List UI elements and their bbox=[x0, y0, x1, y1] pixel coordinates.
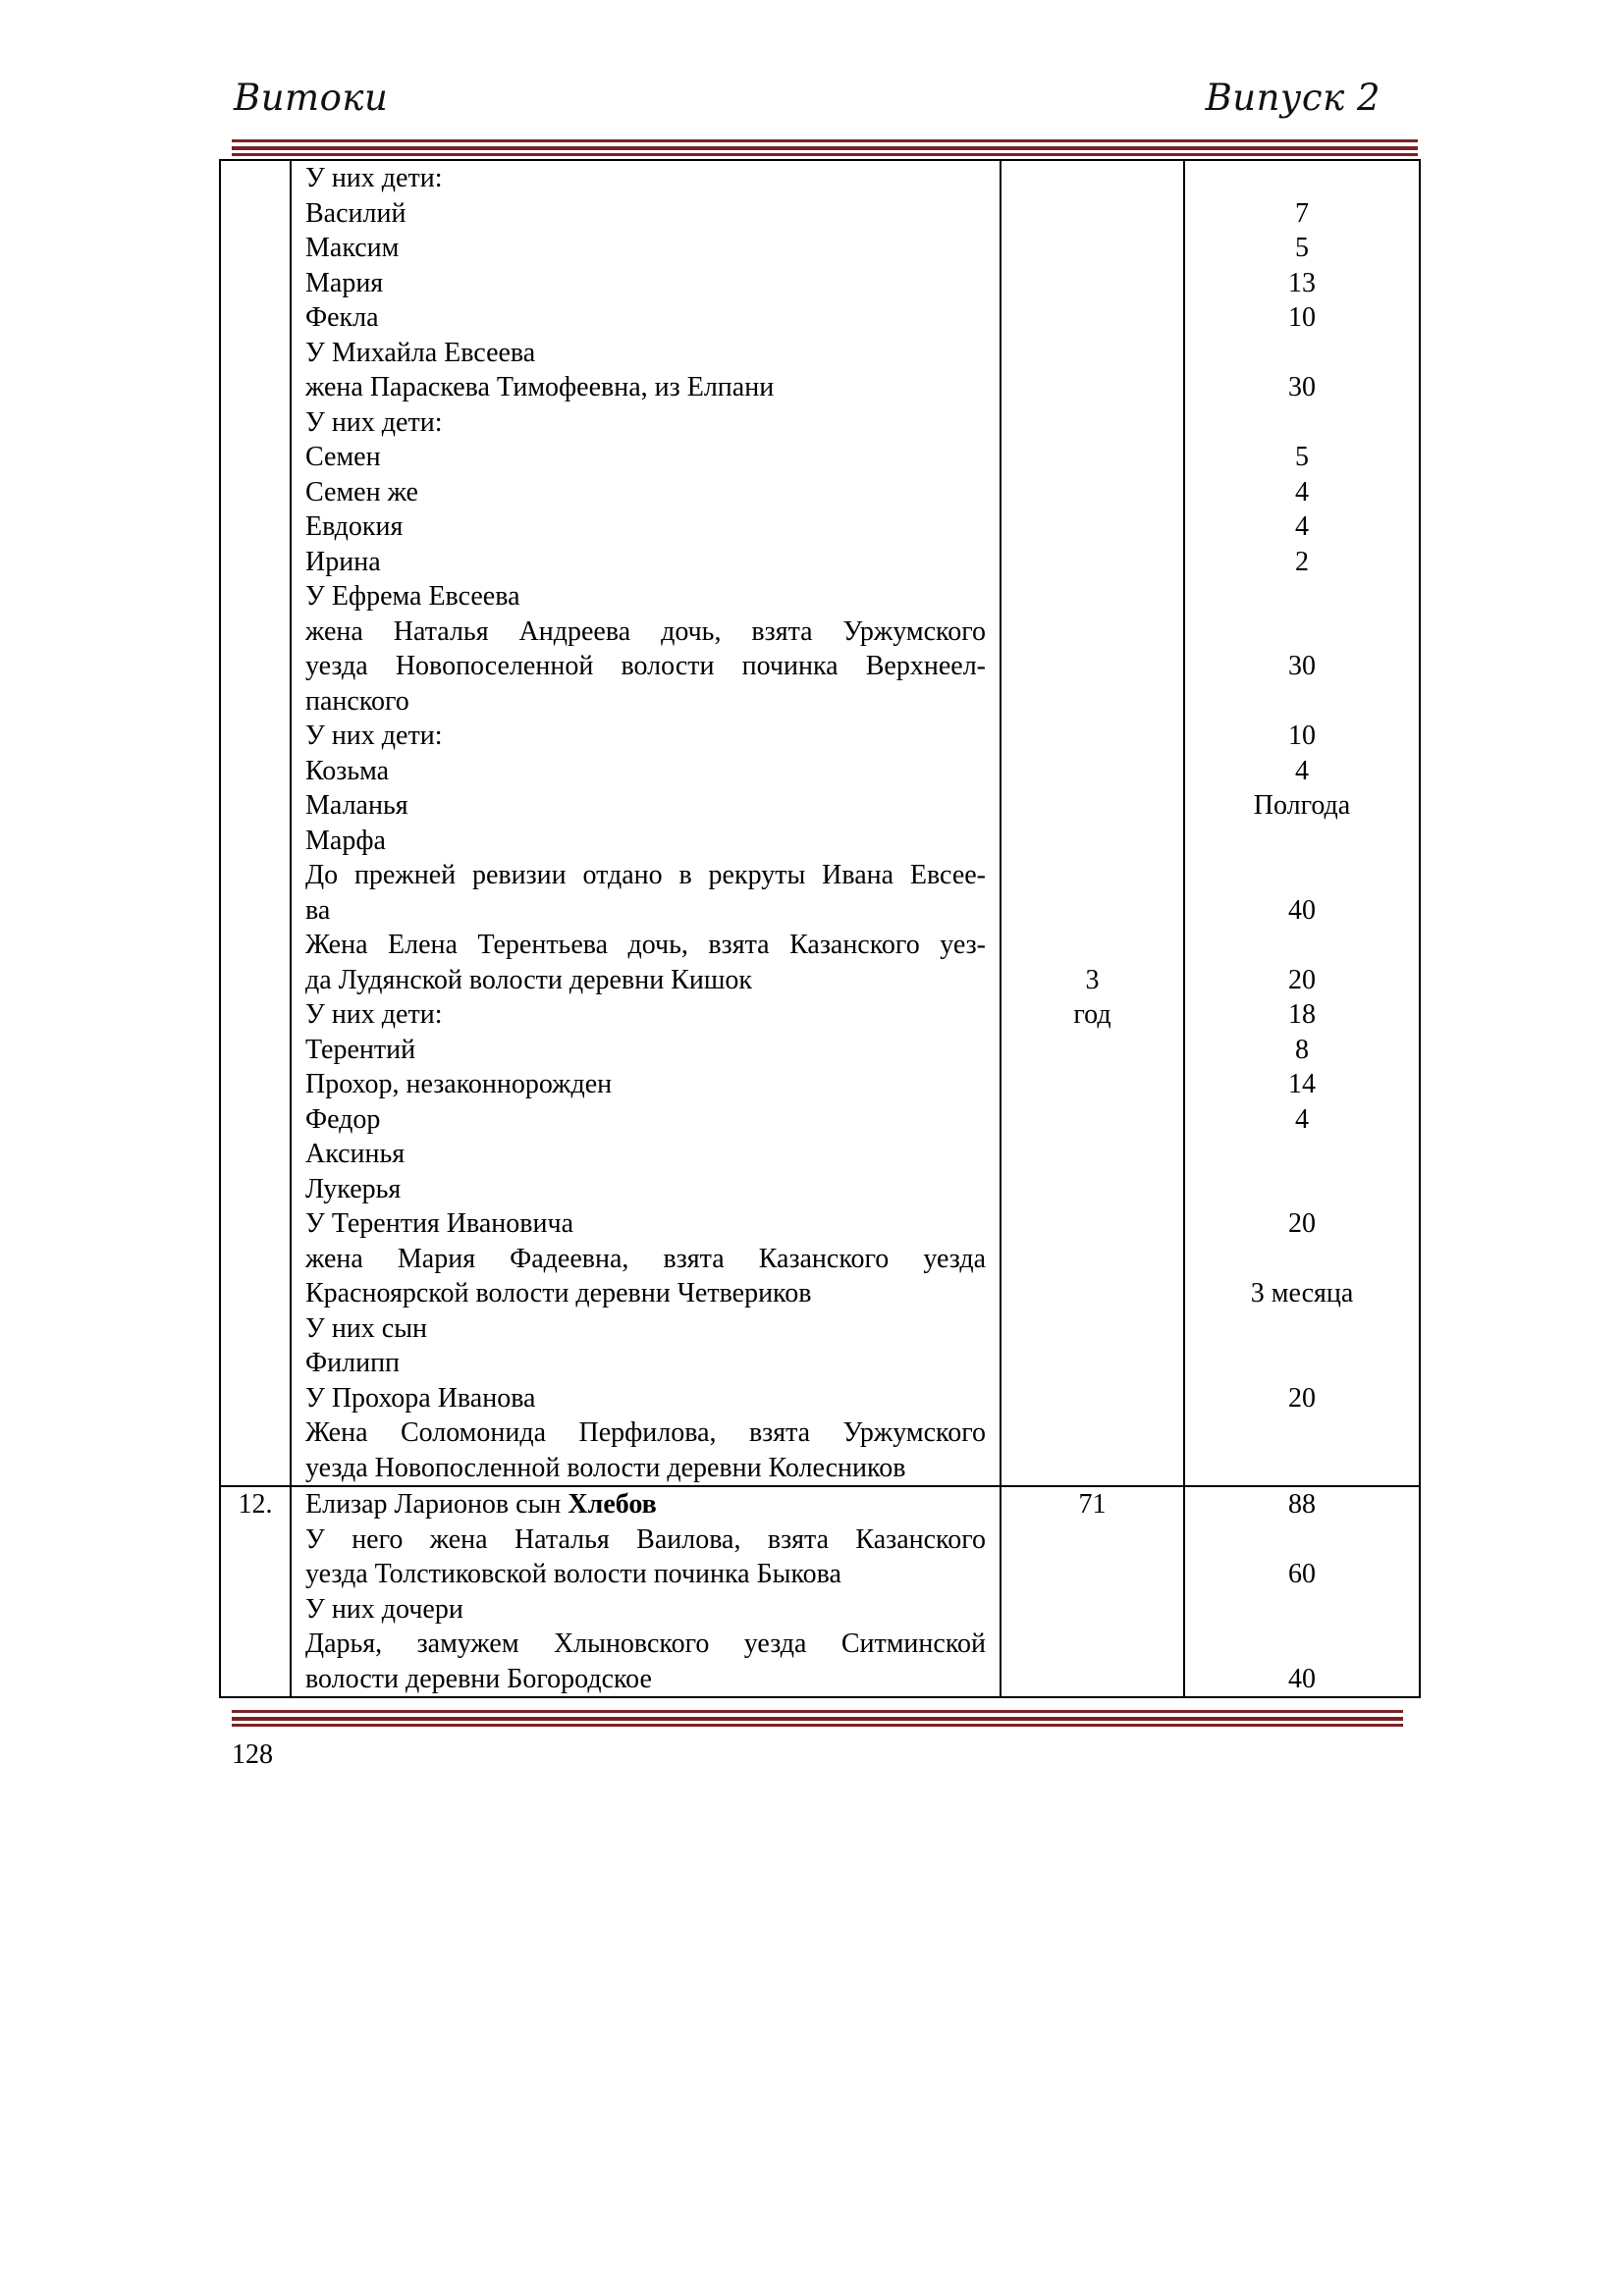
age-value bbox=[1185, 1592, 1419, 1628]
text-line: Семен bbox=[305, 442, 381, 472]
age-value bbox=[1185, 824, 1419, 859]
table-row-continued bbox=[220, 160, 1420, 1486]
running-head-left: Витоки bbox=[234, 77, 389, 119]
year-value bbox=[1001, 1381, 1183, 1416]
text-line: У Ефрема Евсеева bbox=[305, 581, 520, 612]
year-value bbox=[1001, 1662, 1183, 1697]
age-value bbox=[1185, 1522, 1419, 1558]
age-value: 5 bbox=[1295, 233, 1309, 263]
age-value: 30 bbox=[1288, 372, 1316, 402]
year-value bbox=[1001, 858, 1183, 893]
year-value bbox=[1001, 614, 1183, 650]
age-value bbox=[1185, 336, 1419, 371]
age-value bbox=[1185, 1311, 1419, 1347]
year-value bbox=[1001, 545, 1183, 580]
text-line: У них сын bbox=[305, 1312, 428, 1344]
age-value bbox=[1185, 858, 1419, 893]
text-line: жена Наталья Андреева дочь, взята Уржумского bbox=[305, 615, 986, 647]
text-line: Филипп bbox=[305, 1348, 401, 1378]
year-value bbox=[1001, 1206, 1183, 1242]
age-value: 20 bbox=[1288, 1208, 1316, 1239]
row-number-cell bbox=[220, 1486, 291, 1697]
text-line: У Терентия Ивановича bbox=[305, 1208, 573, 1239]
text-line: волости деревни Богородское bbox=[305, 1663, 652, 1694]
text-line: У них дети: bbox=[305, 163, 443, 193]
age-value bbox=[1185, 1451, 1419, 1486]
row-number: 12. bbox=[238, 1489, 273, 1520]
year-value: 3 bbox=[1085, 964, 1100, 995]
year-value bbox=[1001, 824, 1183, 859]
age-value bbox=[1185, 1172, 1419, 1207]
text-line: Терентий bbox=[305, 1034, 416, 1065]
text-line: панского bbox=[305, 685, 409, 717]
text-line: У них дети: bbox=[305, 406, 443, 438]
text-line: Марфа bbox=[305, 825, 386, 856]
text-line: Елизар Ларионов сын Хлебов bbox=[305, 1489, 657, 1520]
year-value bbox=[1001, 1102, 1183, 1138]
text-line: У них дочери bbox=[305, 1593, 463, 1625]
age-value bbox=[1185, 1346, 1419, 1381]
year-value bbox=[1001, 928, 1183, 963]
text-line: Евдокия bbox=[305, 511, 404, 542]
year-value bbox=[1001, 1557, 1183, 1592]
year-value bbox=[1001, 266, 1183, 301]
year-value bbox=[1001, 1172, 1183, 1207]
year-value bbox=[1001, 684, 1183, 720]
running-head-right: Випуск 2 bbox=[1205, 77, 1380, 119]
age-value: 10 bbox=[1288, 302, 1316, 333]
year-cell bbox=[1001, 160, 1184, 1486]
surname: Хлебов bbox=[568, 1489, 657, 1520]
year-value bbox=[1001, 509, 1183, 545]
text-line: Козьма bbox=[305, 755, 390, 786]
year-value bbox=[1001, 1522, 1183, 1558]
text-line: Аксинья bbox=[305, 1139, 406, 1169]
age-value bbox=[1185, 1137, 1419, 1172]
text-line: Ирина bbox=[305, 546, 381, 577]
age-value bbox=[1185, 579, 1419, 614]
text-line: Прохор, незаконнорожден bbox=[305, 1069, 613, 1099]
text-line: жена Мария Фадеевна, взята Казанского уезда bbox=[305, 1243, 986, 1274]
year-value bbox=[1001, 1067, 1183, 1102]
year-value bbox=[1001, 1242, 1183, 1277]
text-line: У них дети: bbox=[305, 999, 443, 1030]
text-line: Мария bbox=[305, 267, 384, 298]
text-line: Федор bbox=[305, 1103, 381, 1135]
text-line: Красноярской волости деревни Четвериков bbox=[305, 1278, 812, 1308]
household-text-cell bbox=[291, 1486, 1001, 1697]
year-value bbox=[1001, 475, 1183, 510]
year-value bbox=[1001, 231, 1183, 266]
age-value: 2 bbox=[1295, 546, 1309, 577]
year-value bbox=[1001, 1415, 1183, 1451]
text-line: До прежней ревизии отдано в рекруты Ивана Евсее- bbox=[305, 860, 986, 890]
page-number: 128 bbox=[232, 1739, 273, 1770]
text-line: Дарья, замужем Хлыновского уезда Ситминской bbox=[305, 1629, 986, 1659]
age-value: 4 bbox=[1295, 476, 1309, 507]
text-line: уезда Новопосленной волости деревни Колесников bbox=[305, 1452, 906, 1483]
age-value bbox=[1185, 684, 1419, 720]
year-value bbox=[1001, 405, 1183, 441]
text-line: жена Параскева Тимофеевна, из Елпани bbox=[305, 372, 775, 402]
year-value bbox=[1001, 196, 1183, 232]
age-value: 20 bbox=[1288, 1382, 1316, 1414]
age-value: Полгода bbox=[1253, 790, 1351, 821]
text-line: Василий bbox=[305, 197, 406, 229]
year-value bbox=[1001, 370, 1183, 405]
year-value bbox=[1001, 1627, 1183, 1662]
age-value bbox=[1185, 614, 1419, 650]
text-line: Фекла bbox=[305, 302, 379, 333]
year-value bbox=[1001, 1311, 1183, 1347]
row-number-cell bbox=[220, 160, 291, 1486]
age-value: 60 bbox=[1288, 1559, 1316, 1589]
year-value bbox=[1001, 719, 1183, 754]
age-value bbox=[1185, 161, 1419, 196]
age-value: 10 bbox=[1288, 721, 1316, 751]
age-value: 40 bbox=[1288, 894, 1316, 926]
age-value bbox=[1185, 405, 1419, 441]
age-value: 18 bbox=[1288, 999, 1316, 1030]
age-value bbox=[1185, 1242, 1419, 1277]
household-text-cell bbox=[291, 160, 1001, 1486]
age-value: 5 bbox=[1295, 442, 1309, 472]
year-value: 71 bbox=[1078, 1489, 1107, 1520]
age-value: 8 bbox=[1295, 1034, 1309, 1065]
age-value bbox=[1185, 1415, 1419, 1451]
age-value: 3 месяца bbox=[1250, 1278, 1354, 1308]
text-line: Маланья bbox=[305, 790, 408, 821]
text-line: ва bbox=[305, 894, 331, 926]
year-value bbox=[1001, 754, 1183, 789]
age-cell bbox=[1184, 1486, 1420, 1697]
text-line: Жена Соломонида Перфилова, взята Уржумского bbox=[305, 1417, 986, 1448]
year-value bbox=[1001, 1033, 1183, 1068]
year-value bbox=[1001, 649, 1183, 684]
text-line: уезда Толстиковской волости починка Быкова bbox=[305, 1559, 841, 1589]
text-line: У Прохора Иванова bbox=[305, 1382, 536, 1414]
text-line: Максим bbox=[305, 233, 400, 263]
text-line: уезда Новопоселенной волости починка Верхнеел- bbox=[305, 651, 986, 681]
age-value: 13 bbox=[1288, 267, 1316, 298]
year-value bbox=[1001, 1592, 1183, 1628]
age-value: 88 bbox=[1288, 1489, 1316, 1520]
age-value bbox=[1185, 1627, 1419, 1662]
footer-rule bbox=[232, 1710, 1403, 1728]
year-value bbox=[1001, 1451, 1183, 1486]
text-line: Лукерья bbox=[305, 1173, 402, 1204]
age-value: 7 bbox=[1295, 197, 1309, 229]
year-value bbox=[1001, 579, 1183, 614]
age-value: 4 bbox=[1295, 1103, 1309, 1135]
text-line: У Михайла Евсеева bbox=[305, 337, 536, 368]
table-row-12 bbox=[220, 1486, 1420, 1697]
census-table bbox=[219, 159, 1421, 1698]
age-value: 4 bbox=[1295, 511, 1309, 542]
text-line: Семен же bbox=[305, 476, 418, 507]
age-value: 20 bbox=[1288, 964, 1316, 995]
age-value: 4 bbox=[1295, 755, 1309, 786]
year-value bbox=[1001, 440, 1183, 475]
year-value bbox=[1001, 336, 1183, 371]
year-value bbox=[1001, 161, 1183, 196]
year-value bbox=[1001, 1276, 1183, 1311]
year-value bbox=[1001, 1346, 1183, 1381]
age-value: 14 bbox=[1288, 1069, 1316, 1099]
year-value bbox=[1001, 893, 1183, 929]
age-cell bbox=[1184, 160, 1420, 1486]
year-cell bbox=[1001, 1486, 1184, 1697]
year-value bbox=[1001, 300, 1183, 336]
year-value bbox=[1001, 1137, 1183, 1172]
text-line: У них дети: bbox=[305, 721, 443, 751]
year-value: год bbox=[1073, 999, 1111, 1030]
year-value bbox=[1001, 788, 1183, 824]
age-value: 40 bbox=[1288, 1663, 1316, 1694]
text-line: У него жена Наталья Ваилова, взята Казанского bbox=[305, 1523, 986, 1555]
age-value bbox=[1185, 928, 1419, 963]
age-value: 30 bbox=[1288, 651, 1316, 681]
header-rule bbox=[232, 139, 1418, 157]
text-line: да Лудянской волости деревни Кишок bbox=[305, 964, 752, 995]
text-line: Жена Елена Терентьева дочь, взята Казанского уез- bbox=[305, 930, 986, 960]
